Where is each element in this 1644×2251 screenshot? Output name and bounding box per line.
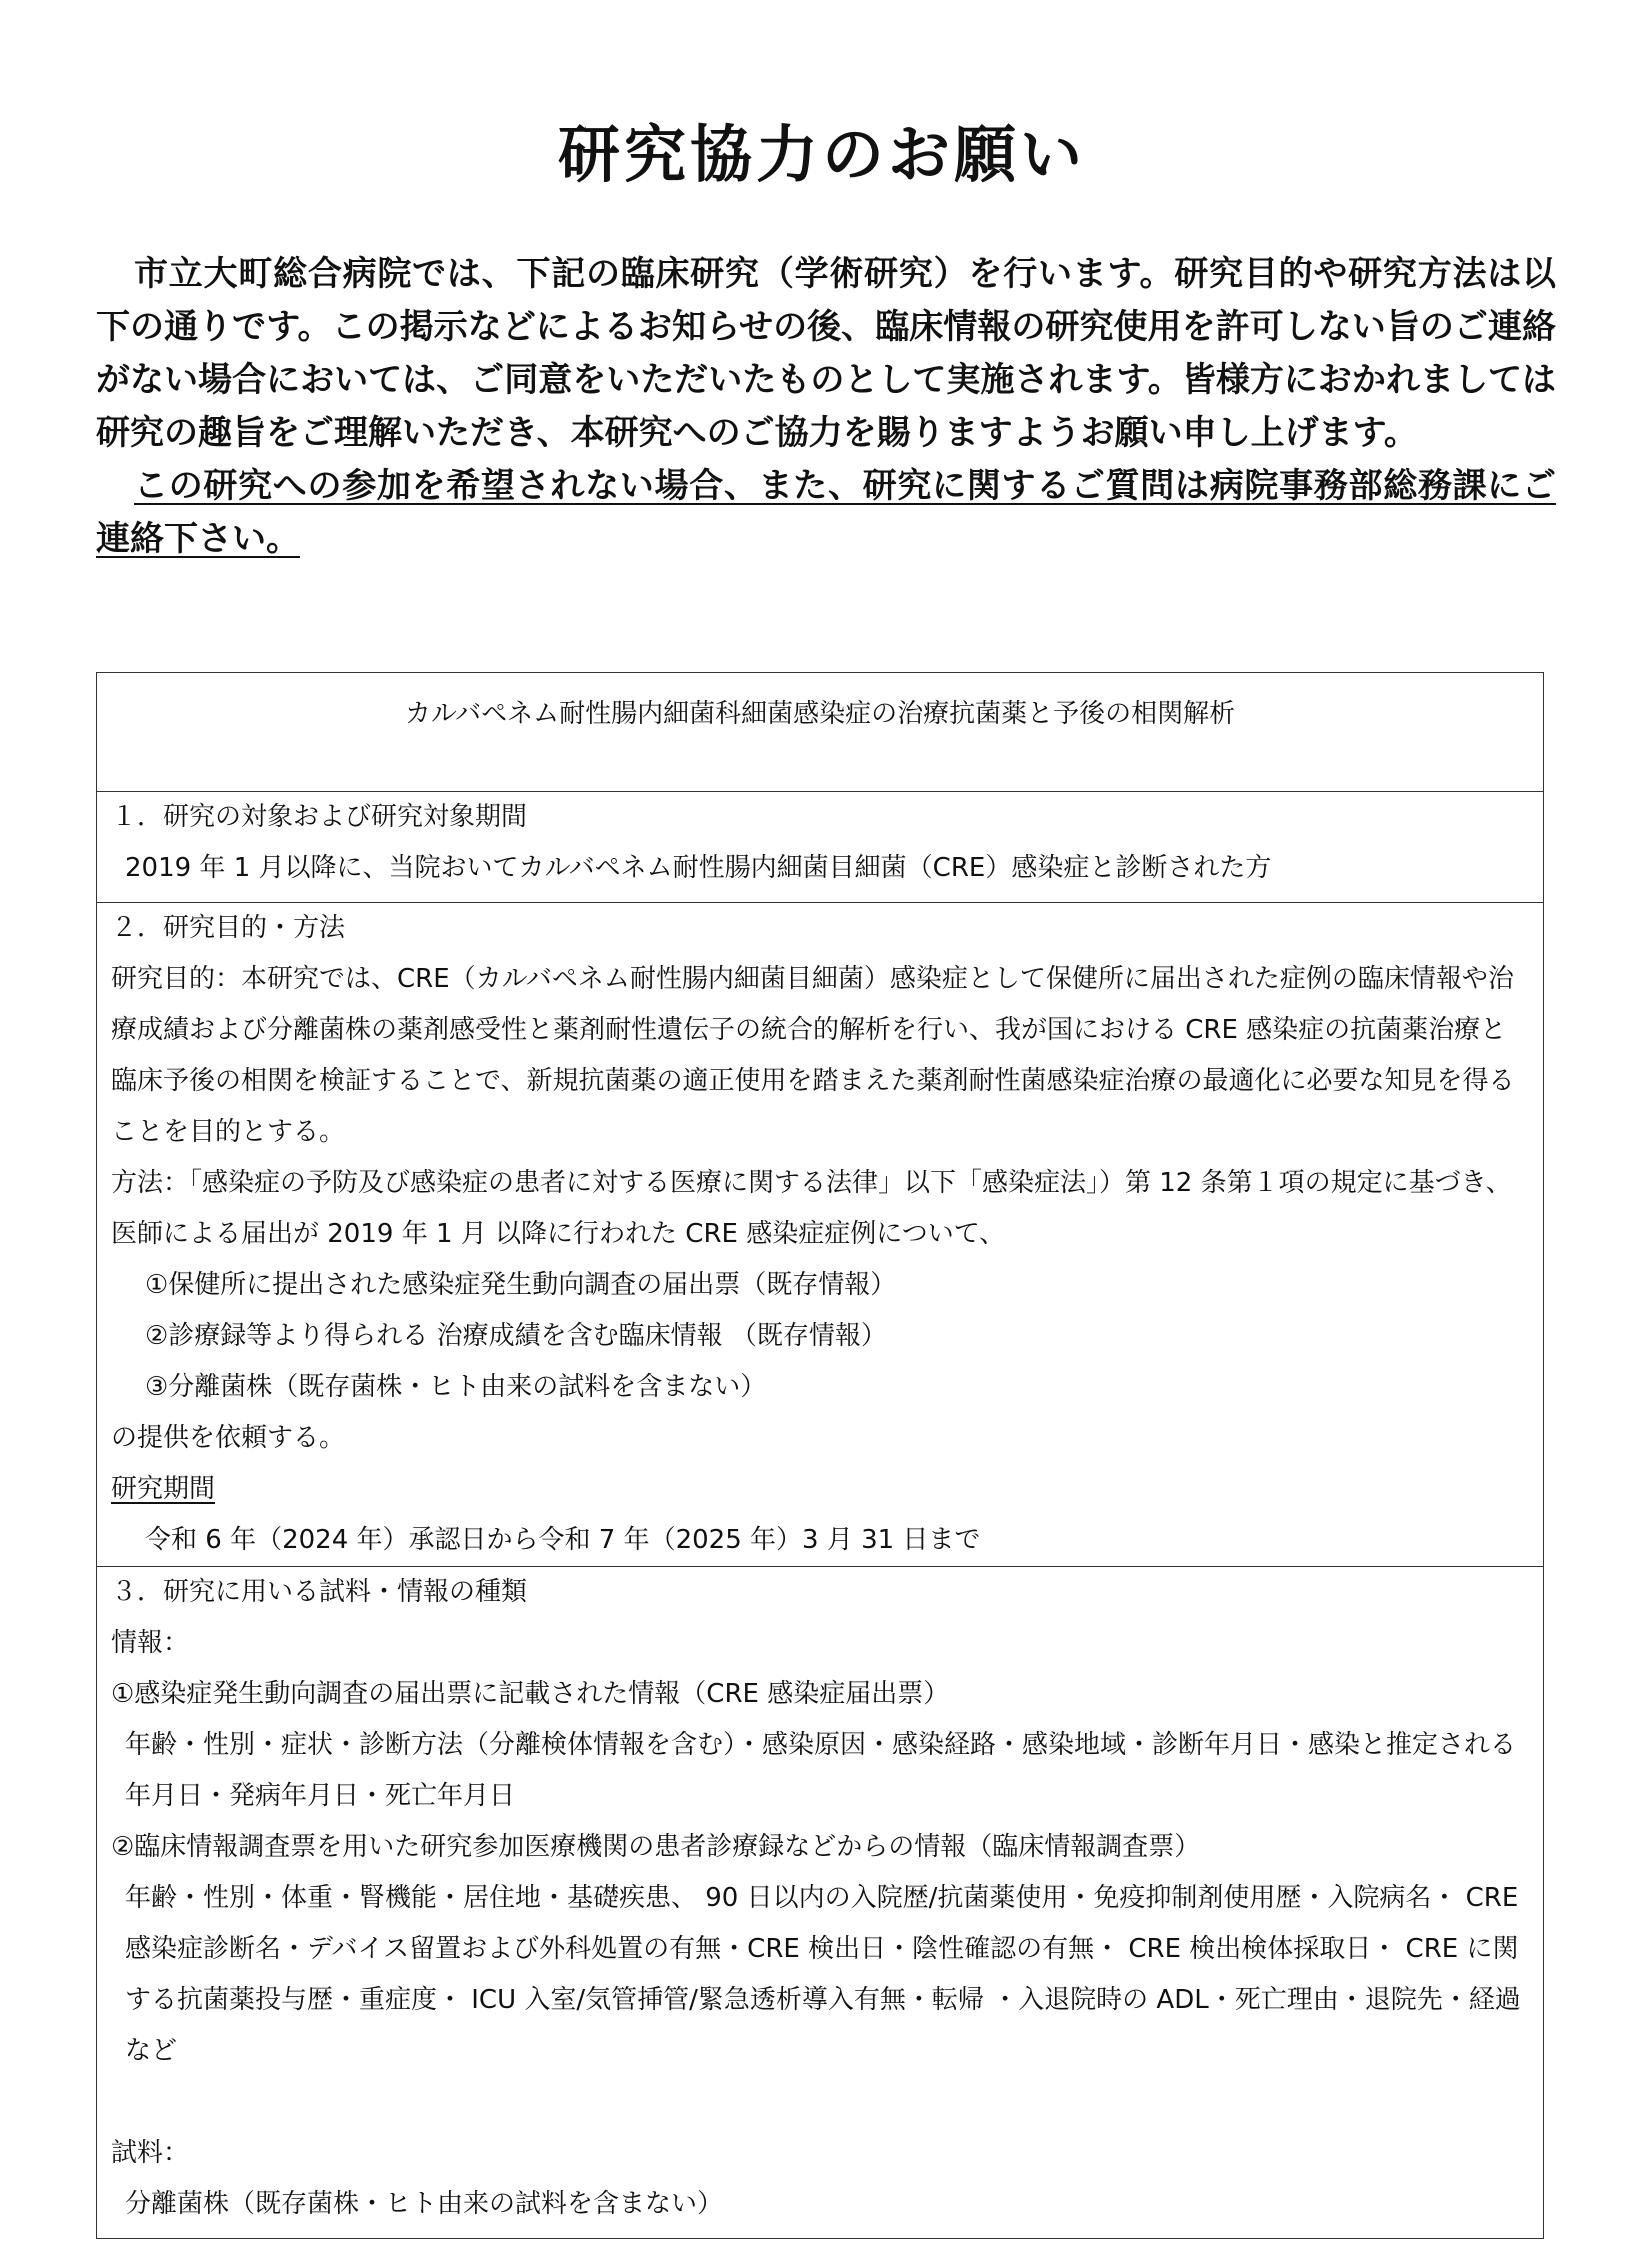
section-materials bbox=[97, 1567, 1544, 2239]
sample-body: 分離菌株（既存菌株・ヒト由来の試料を含まない） bbox=[125, 2189, 724, 2219]
spacer bbox=[111, 2077, 1529, 2128]
method-closing: の提供を依頼する。 bbox=[111, 1423, 346, 1453]
section-target-heading: １．研究の対象および研究対象期間 bbox=[111, 802, 528, 832]
info-label: 情報： bbox=[111, 1628, 190, 1658]
section-purpose-heading: ２．研究目的・方法 bbox=[111, 913, 346, 943]
method-text: 方法：「感染症の予防及び感染症の患者に対する医療に関する法律」以下「感染症法」）第 12 条第１項の規定に基づき、医師による届出が 2019 年 1 月 以降に行われた CRE 感染症症例について、 bbox=[111, 1168, 1512, 1249]
section-target-body: 2019 年 1 月以降に、当院おいてカルバペネム耐性腸内細菌目細菌（CRE）感染症と診断された方 bbox=[125, 853, 1272, 883]
intro-text bbox=[96, 248, 1556, 566]
purpose-text: 研究目的：本研究では、CRE（カルバペネム耐性腸内細菌目細菌）感染症として保健所に届出された症例の臨床情報や治療成績および分離菌株の薬剤感受性と薬剤耐性遺伝子の統合的解析を行い、我が国における CRE 感染症の抗菌薬治療と臨床予後の相関を検証することで、新規抗菌薬の適正使用を踏まえた薬剤耐性菌感染症治療の最適化に必要な知見を得ることを目的とする。 bbox=[111, 964, 1515, 1147]
method-item-1: ①保健所に提出された感染症発生動向調査の届出票（既存情報） bbox=[145, 1270, 897, 1300]
section-purpose-method bbox=[97, 903, 1544, 1567]
section-target bbox=[97, 792, 1544, 903]
method-item-3: ③分離菌株（既存菌株・ヒト由来の試料を含まない） bbox=[145, 1372, 767, 1402]
period-value: 令和 6 年（2024 年）承認日から令和 7 年（2025 年）3 月 31 日まで bbox=[145, 1525, 981, 1555]
intro-paragraph: 市立大町総合病院では、下記の臨床研究（学術研究）を行います。研究目的や研究方法は以下の通りです。この掲示などによるお知らせの後、臨床情報の研究使用を許可しない旨のご連絡がない場合においては、ご同意をいただいたものとして実施されます。皆様方におかれましては研究の趣旨をご理解いただき、本研究へのご協力を賜りますようお願い申し上げます。 bbox=[96, 254, 1556, 453]
method-item-2: ②診療録等より得られる 治療成績を含む臨床情報 （既存情報） bbox=[145, 1321, 887, 1351]
info2-body: 年齢・性別・体重・腎機能・居住地・基礎疾患、 90 日以内の入院歴/抗菌薬使用・免疫抑制剤使用歴・入院病名・ CRE 感染症診断名・デバイス留置および外科処置の有無・CRE 検出日・陰性確認の有無・ CRE 検出検体採取日・ CRE に関する抗菌薬投与歴・重症度・ ICU 入室/気管挿管/緊急透析導入有無・転帰 ・入退院時の ADL・死亡理由・退院先・経過など bbox=[125, 1883, 1521, 2066]
info1-body: 年齢・性別・症状・診断方法（分離検体情報を含む）・感染原因・感染経路・感染地域・診断年月日・感染と推定される年月日・発病年月日・死亡年月日 bbox=[125, 1730, 1517, 1811]
study-title: カルバペネム耐性腸内細菌科細菌感染症の治療抗菌薬と予後の相関解析 bbox=[97, 673, 1544, 792]
sample-label: 試料： bbox=[111, 2138, 190, 2168]
period-label: 研究期間 bbox=[111, 1474, 216, 1504]
study-info-table bbox=[96, 672, 1544, 2239]
section-materials-heading: ３．研究に用いる試料・情報の種類 bbox=[111, 1577, 528, 1607]
contact-notice: この研究への参加を希望されない場合、また、研究に関するご質問は病院事務部総務課にご連絡下さい。 bbox=[96, 466, 1556, 559]
info1-title: ①感染症発生動向調査の届出票に記載された情報（CRE 感染症届出票） bbox=[111, 1679, 950, 1709]
info2-title: ②臨床情報調査票を用いた研究参加医療機関の患者診療録などからの情報（臨床情報調査票） bbox=[111, 1832, 1201, 1862]
page-title: 研究協力のお願い bbox=[557, 118, 1086, 191]
